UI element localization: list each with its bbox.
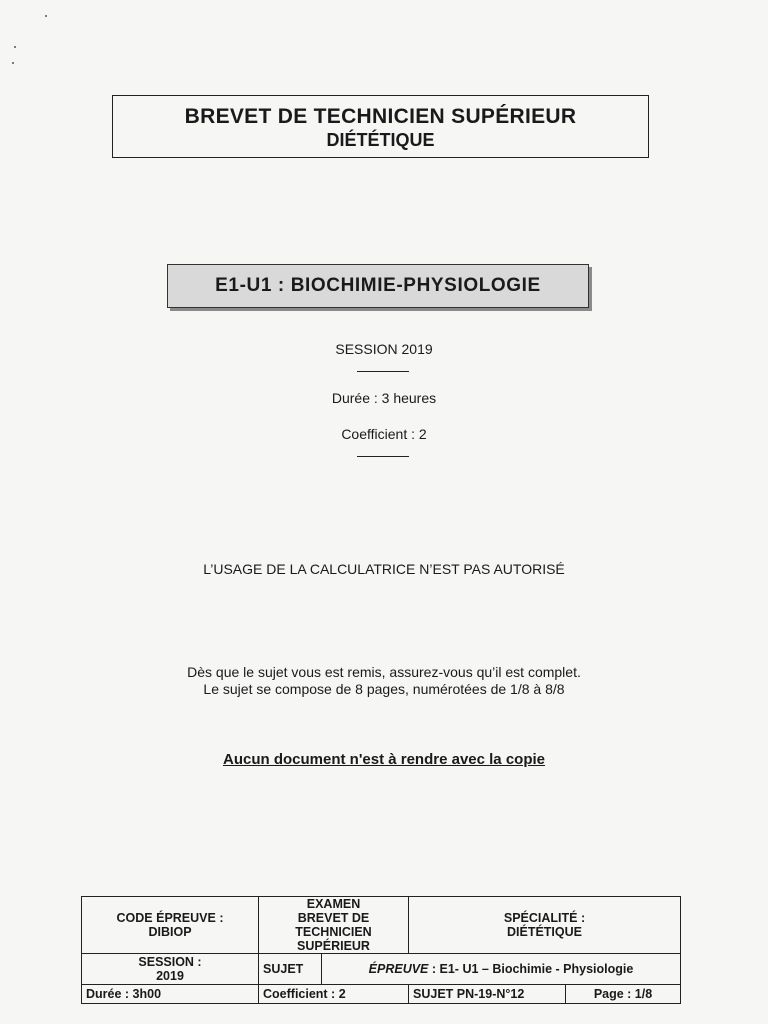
code-cell xyxy=(82,897,259,954)
divider xyxy=(357,456,409,457)
exam-cell xyxy=(259,897,409,954)
code-value: DIBIOP xyxy=(148,925,192,939)
code-label: CODE ÉPREUVE : xyxy=(116,911,224,925)
session-label: SESSION : xyxy=(138,955,202,969)
page-cell: Page : 1/8 xyxy=(566,985,681,1004)
specialty-value: DIÉTÉTIQUE xyxy=(506,925,582,939)
epreuve-label: ÉPREUVE xyxy=(368,962,429,976)
scan-speck xyxy=(12,62,14,64)
epreuve-value: : E1- U1 – Biochimie - Physiologie xyxy=(428,962,634,976)
scan-speck xyxy=(14,46,16,48)
exam-specialty: DIÉTÉTIQUE xyxy=(326,130,435,150)
subject-title-box xyxy=(167,264,589,308)
scan-speck xyxy=(45,15,47,17)
exam-title: BREVET DE TECHNICIEN SUPÉRIEUR xyxy=(184,105,577,128)
specialty-label: SPÉCIALITÉ : xyxy=(503,911,586,925)
session-cell xyxy=(82,954,259,985)
session-value: 2019 xyxy=(156,969,184,983)
sujet-cell: SUJET xyxy=(259,954,322,985)
duration-text: Durée : 3 heures xyxy=(331,390,437,406)
exam-title-box xyxy=(112,95,649,158)
specialty-cell xyxy=(409,897,681,954)
no-document-notice: Aucun document n'est à rendre avec la copie xyxy=(223,751,545,768)
session-text: SESSION 2019 xyxy=(335,341,433,357)
instruction-line-2: Le sujet se compose de 8 pages, numérotées de 1/8 à 8/8 xyxy=(203,681,565,697)
exam-info-table xyxy=(81,896,681,1004)
epreuve-cell xyxy=(322,954,681,985)
subject-title: E1-U1 : BIOCHIMIE-PHYSIOLOGIE xyxy=(215,275,541,296)
sujet-ref-cell: SUJET PN-19-N°12 xyxy=(409,985,566,1004)
exam-label: EXAMEN xyxy=(306,897,361,911)
table-row xyxy=(82,954,681,985)
exam-line-2: SUPÉRIEUR xyxy=(297,939,370,953)
calculator-notice: L’USAGE DE LA CALCULATRICE N’EST PAS AUTORISÉ xyxy=(203,561,565,577)
table-row xyxy=(82,897,681,954)
divider xyxy=(357,371,409,372)
coefficient-cell: Coefficient : 2 xyxy=(259,985,409,1004)
table-row xyxy=(82,985,681,1004)
duree-cell: Durée : 3h00 xyxy=(82,985,259,1004)
exam-line-1: BREVET DE TECHNICIEN xyxy=(295,911,372,939)
coefficient-text: Coefficient : 2 xyxy=(341,426,427,442)
instruction-line-1: Dès que le sujet vous est remis, assurez-vous qu’il est complet. xyxy=(187,664,581,680)
